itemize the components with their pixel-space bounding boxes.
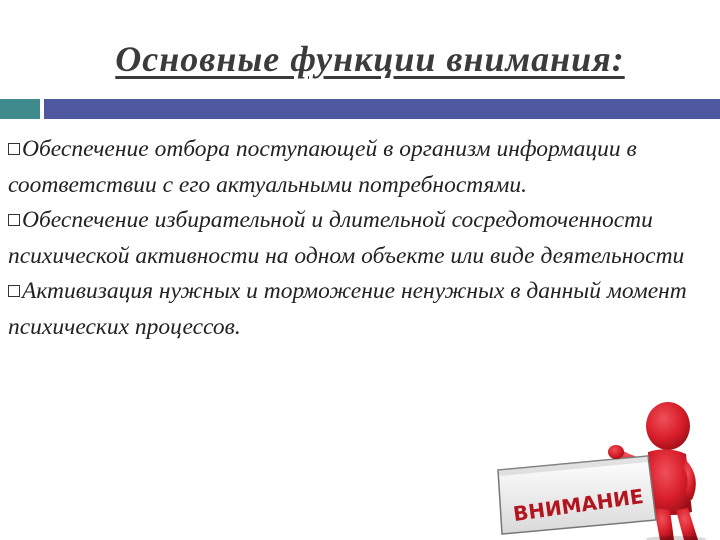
bullet-list (8, 132, 708, 345)
sign-lettering: ВНИМАНИЕ (511, 483, 645, 527)
bullet-item (8, 274, 708, 345)
bullet-item (8, 203, 708, 274)
square-bullet-icon (8, 143, 20, 155)
bullet-text: Активизация нужных и торможение ненужных в данный момент психических процессов. (8, 278, 687, 340)
accent-bar-navy (44, 99, 720, 119)
accent-bar-teal (0, 99, 40, 119)
red-figure-with-sign-image (488, 400, 708, 540)
bullet-text: Обеспечение отбора поступающей в организм информации в соответствии с его актуальными потребностями. (8, 136, 637, 198)
square-bullet-icon (8, 214, 20, 226)
bullet-text: Обеспечение избирательной и длительной сосредоточенности психической активности на одном объекте или виде деятельности (8, 207, 685, 269)
bullet-item (8, 132, 708, 203)
slide-title: Основные функции внимания: (115, 39, 625, 79)
square-bullet-icon (8, 285, 20, 297)
